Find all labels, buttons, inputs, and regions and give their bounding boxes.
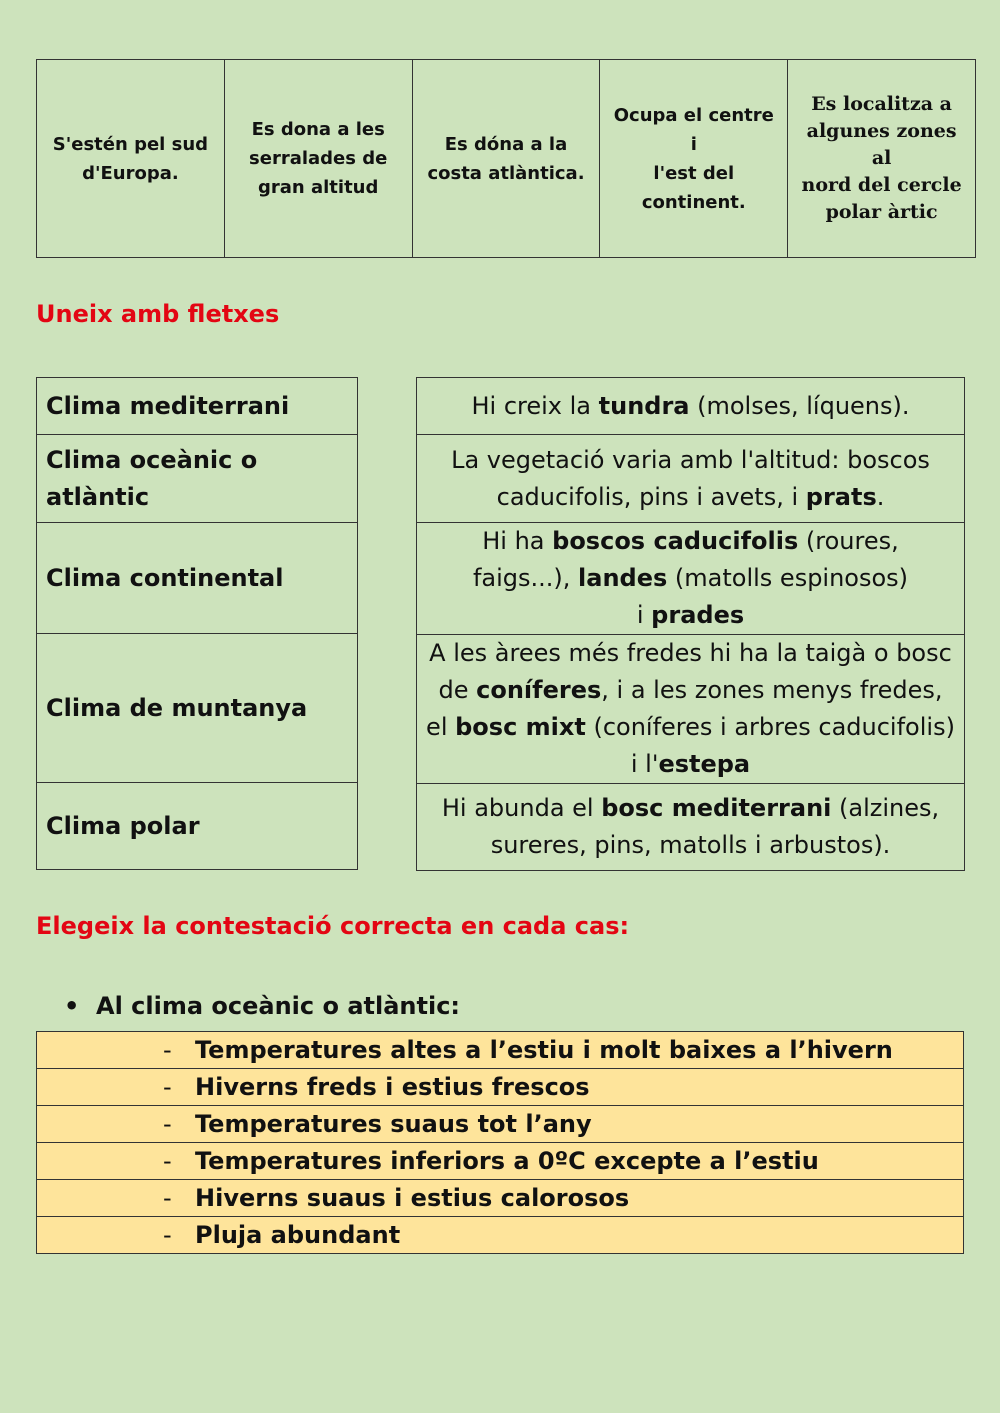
climate-item-muntanya[interactable]: Clima de muntanya [37, 634, 358, 783]
characteristic-card-1[interactable]: S'estén pel sud d'Europa. [37, 60, 225, 258]
answer-option-2[interactable]: - Hiverns freds i estius frescos [37, 1069, 964, 1106]
dash-icon: - [163, 1221, 172, 1249]
characteristic-card-2[interactable]: Es dona a les serralades de gran altitud [224, 60, 412, 258]
answer-options [36, 1031, 964, 1254]
characteristic-card-5[interactable]: Es localitza a algunes zones al nord del cercle polar àrtic [788, 60, 976, 258]
dash-icon: - [163, 1110, 172, 1138]
answer-option-4[interactable]: - Temperatures inferiors a 0ºC excepte a l’estiu [37, 1143, 964, 1180]
characteristics-table [36, 59, 976, 258]
answer-option-1[interactable]: - Temperatures altes a l’estiu i molt baixes a l’hivern [37, 1032, 964, 1069]
climate-item-mediterrani[interactable]: Clima mediterrani [37, 378, 358, 435]
heading-choose-answer: Elegeix la contestació correcta en cada cas: [36, 912, 630, 940]
characteristic-card-3[interactable]: Es dóna a la costa atlàntica. [412, 60, 600, 258]
characteristic-card-4[interactable]: Ocupa el centre i l'est del continent. [600, 60, 788, 258]
vegetation-item-3[interactable]: Hi ha boscos caducifolis (roures, faigs...), landes (matolls espinosos) i prades [417, 523, 965, 635]
climate-item-oceanic[interactable]: Clima oceànic o atlàntic [37, 435, 358, 523]
dash-icon: - [163, 1073, 172, 1101]
vegetation-list [416, 377, 965, 871]
question [64, 992, 460, 1020]
vegetation-item-2[interactable]: La vegetació varia amb l'altitud: boscos caducifolis, pins i avets, i prats. [417, 435, 965, 523]
vegetation-item-5[interactable]: Hi abunda el bosc mediterrani (alzines, sureres, pins, matolls i arbustos). [417, 784, 965, 871]
dash-icon: - [163, 1036, 172, 1064]
climate-item-polar[interactable]: Clima polar [37, 783, 358, 870]
question-text: Al clima oceànic o atlàntic: [96, 992, 461, 1020]
dash-icon: - [163, 1184, 172, 1212]
climate-item-continental[interactable]: Clima continental [37, 523, 358, 634]
answer-option-3[interactable]: - Temperatures suaus tot l’any [37, 1106, 964, 1143]
heading-join-arrows: Uneix amb fletxes [36, 300, 280, 328]
vegetation-item-4[interactable]: A les àrees més fredes hi ha la taigà o bosc de coníferes, i a les zones menys fredes, el bosc mixt (coníferes i arbres caducifolis) i l'estepa [417, 635, 965, 784]
climate-list [36, 377, 358, 870]
dash-icon: - [163, 1147, 172, 1175]
answer-option-5[interactable]: - Hiverns suaus i estius calorosos [37, 1180, 964, 1217]
answer-option-6[interactable]: - Pluja abundant [37, 1217, 964, 1254]
bullet-icon: • [64, 992, 80, 1020]
vegetation-item-1[interactable]: Hi creix la tundra (molses, líquens). [417, 378, 965, 435]
